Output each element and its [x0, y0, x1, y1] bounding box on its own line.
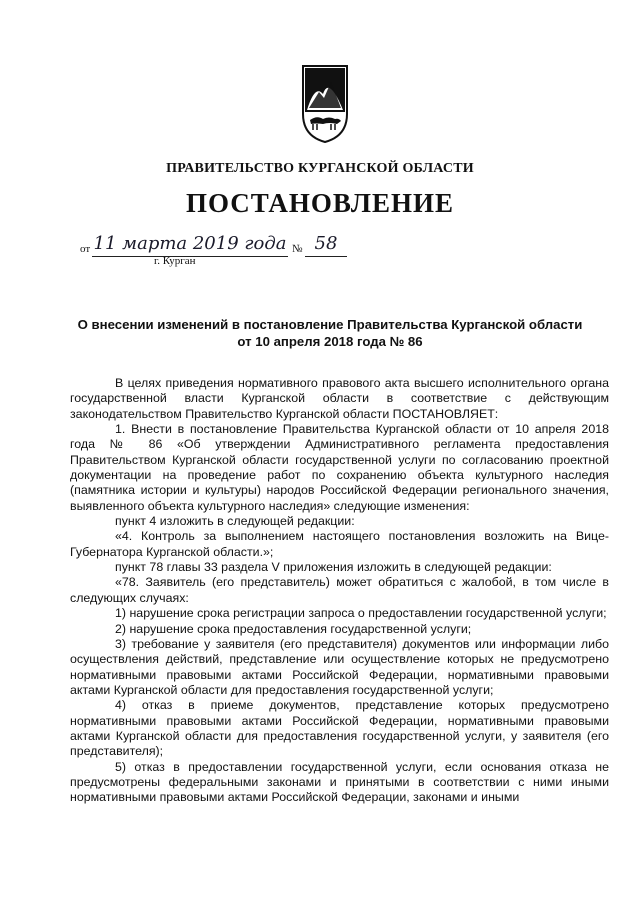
- handwritten-number: 58: [305, 232, 347, 257]
- paragraph: пункт 4 изложить в следующей редакции:: [115, 514, 355, 529]
- subject-line-1: О внесении изменений в постановление Правительства Курганской области: [77, 317, 583, 332]
- paragraph: 2) нарушение срока предоставления государственной услуги;: [115, 621, 472, 636]
- paragraph: 3) требование у заявителя (его представителя) документов или информации либо осуществления действий, представление или осуществление которых не предусмотрено нормативными правовыми актами Российской Федерации, нормативными правовыми актами Курганской области для предоставления государственной услуги;: [70, 636, 609, 697]
- paragraph: пункт 78 главы 33 раздела V приложения изложить в следующей редакции:: [115, 560, 552, 575]
- paragraph: 1. Внести в постановление Правительства Курганской области от 10 апреля 2018 года № 86 «Об утверждении Административного регламента предоставления Правительством Курганской области государственной услуги по согласованию проектной документации на проведение работ по сохранению объекта культурного наследия (памятника истории и культуры) народов Российской Федерации регионального значения, выявленного объекта культурного наследия» следующие изменения:: [70, 422, 609, 513]
- city-label: г. Курган: [154, 255, 196, 267]
- dateline: [0, 233, 640, 276]
- number-label: №: [292, 243, 303, 255]
- date-prefix: от: [80, 243, 91, 255]
- document-body: [70, 376, 609, 806]
- paragraph: В целях приведения нормативного правового акта высшего исполнительного органа государственной власти Курганской области в соответствие с действующим законодательством Правительство Курганской области ПОСТАНОВЛЯЕТ:: [70, 376, 609, 421]
- handwritten-date: 11 марта 2019 года: [92, 232, 288, 257]
- paragraph: «4. Контроль за выполнением настоящего постановления возложить на Вице-Губернатора Курганской области.»;: [70, 529, 609, 559]
- subject-line-2: от 10 апреля 2018 года № 86: [237, 334, 423, 349]
- paragraph: «78. Заявитель (его представитель) может обратиться с жалобой, в том числе в следующих случаях:: [70, 575, 609, 605]
- document-subject: [60, 316, 600, 350]
- paragraph: 1) нарушение срока регистрации запроса о предоставлении государственной услуги;: [115, 606, 607, 621]
- government-name: ПРАВИТЕЛЬСТВО КУРГАНСКОЙ ОБЛАСТИ: [166, 161, 474, 176]
- document-title: ПОСТАНОВЛЕНИЕ: [185, 188, 455, 218]
- paragraph: 4) отказ в приеме документов, представление которых предусмотрено нормативными правовыми актами Российской Федерации, нормативными правовыми актами Курганской области для предоставления государственной услуги, у заявителя (его представителя);: [70, 698, 609, 759]
- kurgan-coat-of-arms-icon: [301, 64, 349, 144]
- paragraph: 5) отказ в предоставлении государственной услуги, если основания отказа не предусмотрены федеральными законами и принятыми в соответствии с ними иными нормативными правовыми актами Российской Федерации, законами и иными: [70, 759, 609, 805]
